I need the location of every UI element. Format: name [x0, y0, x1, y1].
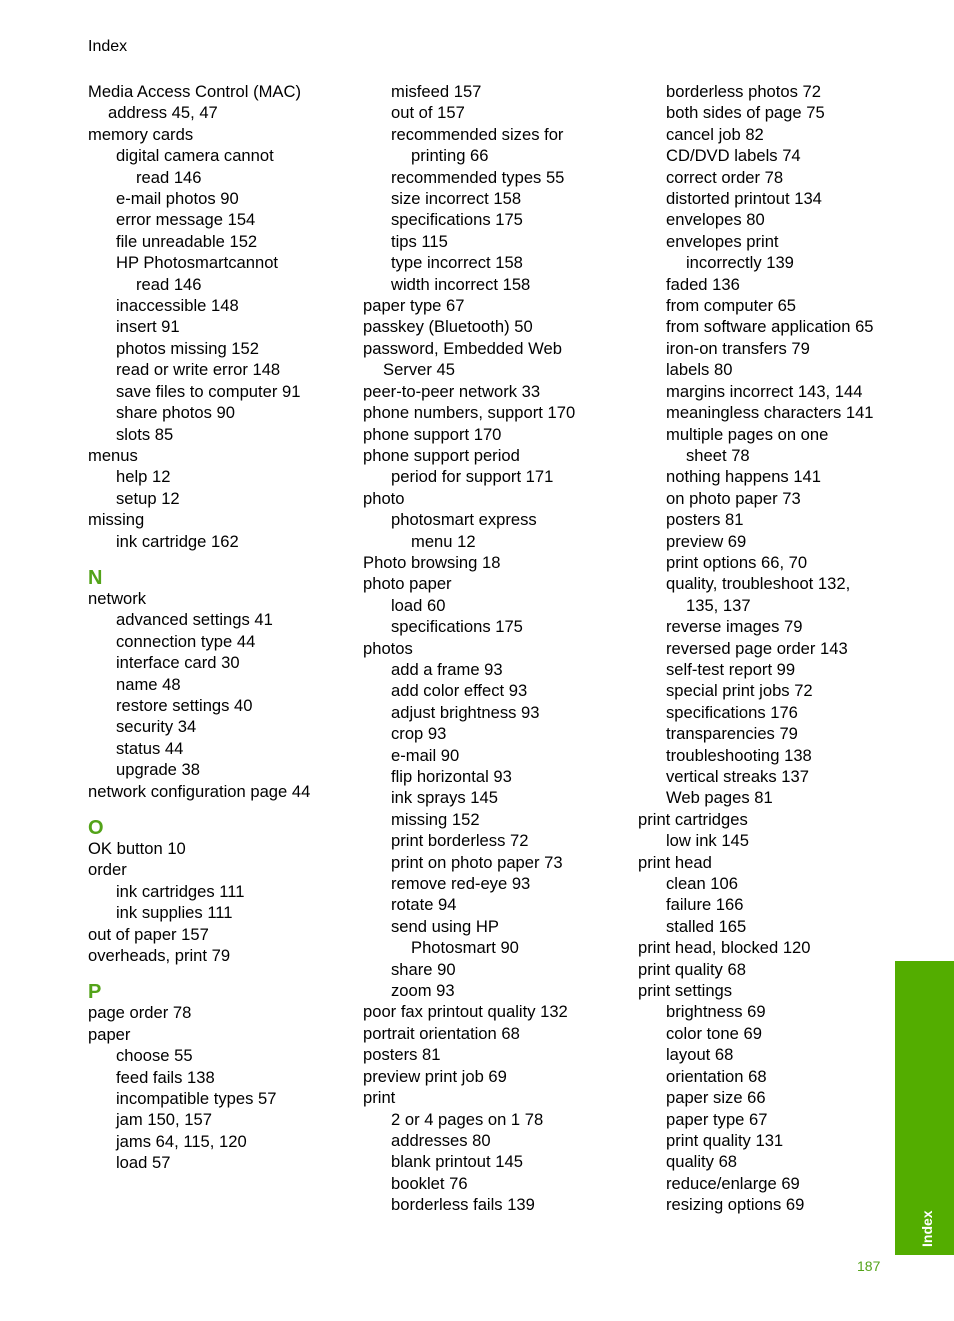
- index-entry: phone numbers, support 170: [363, 403, 576, 423]
- index-subentry: transparencies 79: [666, 724, 798, 744]
- index-entry: OK button 10: [88, 839, 186, 858]
- index-subentry: from software application 65: [666, 317, 874, 337]
- index-entry: Photo browsing 18: [363, 552, 501, 572]
- index-subentry: jam 150, 157: [116, 1110, 212, 1130]
- index-subentry: nothing happens 141: [666, 467, 822, 487]
- side-tab-label: Index: [919, 1210, 935, 1247]
- index-subentry: 2 or 4 pages on 1 78: [391, 1109, 544, 1129]
- index-subentry: sheet 78: [686, 445, 750, 465]
- index-subentry: vertical streaks 137: [666, 767, 809, 786]
- index-subentry: read or write error 148: [116, 360, 281, 380]
- index-subentry: misfeed 157: [391, 82, 482, 101]
- index-subentry: resizing options 69: [666, 1195, 805, 1215]
- index-subentry: distorted printout 134: [666, 189, 822, 209]
- index-subentry: width incorrect 158: [391, 274, 531, 294]
- index-entry: print cartridges: [638, 809, 748, 829]
- index-subentry: quality, troubleshoot 132,: [666, 574, 851, 594]
- index-entry: paper: [88, 1024, 131, 1044]
- index-subentry: blank printout 145: [391, 1152, 523, 1172]
- index-subentry: e-mail photos 90: [116, 189, 239, 209]
- index-subentry: correct order 78: [666, 167, 784, 187]
- index-entry: Server 45: [383, 360, 455, 380]
- page-number: 187: [857, 1258, 881, 1274]
- index-subentry: slots 85: [116, 424, 174, 444]
- index-entry: photo paper: [363, 574, 452, 594]
- index-subentry: tips 115: [391, 231, 448, 251]
- index-subentry: adjust brightness 93: [391, 702, 540, 722]
- index-entry: missing: [88, 510, 145, 530]
- index-subentry: stalled 165: [666, 916, 747, 936]
- index-subentry: period for support 171: [391, 467, 554, 487]
- index-entry: print head, blocked 120: [638, 938, 811, 958]
- index-subentry: CD/DVD labels 74: [666, 146, 801, 166]
- index-subentry: clean 106: [666, 874, 738, 894]
- index-subentry: e-mail 90: [391, 745, 460, 765]
- index-entry: overheads, print 79: [88, 946, 231, 966]
- index-subentry: advanced settings 41: [116, 610, 273, 630]
- index-subentry: iron-on transfers 79: [666, 338, 810, 358]
- index-entry: address 45, 47: [108, 103, 218, 123]
- index-subentry: Web pages 81: [666, 788, 773, 808]
- index-subentry: orientation 68: [666, 1066, 767, 1086]
- index-subentry: share photos 90: [116, 403, 236, 423]
- index-subentry: recommended sizes for: [391, 124, 564, 144]
- index-subentry: insert 91: [116, 317, 180, 337]
- index-subentry: paper type 67: [666, 1109, 768, 1129]
- index-subentry: digital camera cannot: [116, 146, 274, 166]
- index-entry: phone support 170: [363, 424, 502, 444]
- index-entry: network: [88, 588, 147, 608]
- index-subentry: name 48: [116, 674, 181, 694]
- index-subentry: print borderless 72: [391, 831, 529, 851]
- index-subentry: feed fails 138: [116, 1067, 215, 1087]
- index-subentry: specifications 175: [391, 210, 523, 230]
- index-subentry: flip horizontal 93: [391, 767, 512, 786]
- index-subentry: remove red-eye 93: [391, 874, 531, 894]
- index-subentry: send using HP: [391, 916, 499, 936]
- index-subentry: jams 64, 115, 120: [116, 1131, 247, 1151]
- index-subentry: incompatible types 57: [116, 1089, 277, 1109]
- index-subentry: color tone 69: [666, 1023, 762, 1043]
- index-subentry: from computer 65: [666, 296, 797, 316]
- index-entry: menus: [88, 445, 138, 465]
- index-entry: poor fax printout quality 132: [363, 1002, 568, 1022]
- index-letter-heading: P: [88, 981, 102, 1004]
- index-subentry: both sides of page 75: [666, 103, 825, 123]
- index-entry: photos: [363, 638, 413, 658]
- index-entry: Media Access Control (MAC): [88, 82, 302, 101]
- index-subentry: specifications 175: [391, 617, 523, 637]
- index-subentry: ink cartridge 162: [116, 531, 239, 551]
- index-subentry: multiple pages on one: [666, 424, 829, 444]
- index-subentry: print on photo paper 73: [391, 852, 563, 872]
- index-entry: password, Embedded Web: [363, 338, 562, 358]
- index-letter-heading: N: [88, 566, 103, 589]
- index-subentry: incorrectly 139: [686, 253, 794, 273]
- index-column-1: [88, 81, 350, 1174]
- index-subentry: margins incorrect 143, 144: [666, 381, 863, 401]
- index-entry: print head: [638, 852, 712, 872]
- index-subentry: rotate 94: [391, 895, 457, 915]
- index-subentry: labels 80: [666, 360, 733, 380]
- index-subentry: on photo paper 73: [666, 488, 801, 508]
- index-subentry: load 57: [116, 1153, 171, 1173]
- index-column-3: [638, 81, 893, 1216]
- index-subentry: brightness 69: [666, 1002, 766, 1022]
- index-subentry: meaningless characters 141: [666, 403, 874, 423]
- index-subentry: read 146: [136, 167, 202, 187]
- index-subentry: out of 157: [391, 103, 465, 123]
- index-entry: photo: [363, 488, 405, 508]
- index-subentry: borderless fails 139: [391, 1195, 535, 1215]
- index-subentry: zoom 93: [391, 981, 455, 1001]
- index-subentry: add a frame 93: [391, 659, 503, 679]
- index-subentry: self-test report 99: [666, 659, 796, 679]
- index-column-2: [363, 81, 625, 1216]
- index-subentry: load 60: [391, 595, 446, 615]
- index-subentry: help 12: [116, 467, 171, 487]
- index-entry: print quality 68: [638, 959, 746, 979]
- index-subentry: printing 66: [411, 146, 489, 166]
- index-subentry: reduce/enlarge 69: [666, 1173, 800, 1193]
- index-entry: memory cards: [88, 124, 194, 144]
- index-entry: page order 78: [88, 1003, 192, 1023]
- index-subentry: menu 12: [411, 531, 476, 551]
- index-subentry: low ink 145: [666, 831, 750, 851]
- index-subentry: connection type 44: [116, 631, 256, 651]
- index-subentry: ink sprays 145: [391, 788, 498, 808]
- index-subentry: restore settings 40: [116, 695, 253, 715]
- index-entry: out of paper 157: [88, 924, 209, 944]
- index-subentry: status 44: [116, 738, 184, 758]
- index-subentry: reversed page order 143: [666, 638, 848, 658]
- index-entry: passkey (Bluetooth) 50: [363, 317, 533, 337]
- index-entry: portrait orientation 68: [363, 1023, 520, 1043]
- index-subentry: faded 136: [666, 274, 740, 294]
- index-entry: peer-to-peer network 33: [363, 381, 541, 401]
- index-subentry: failure 166: [666, 895, 744, 915]
- index-subentry: envelopes 80: [666, 210, 765, 230]
- index-subentry: crop 93: [391, 724, 447, 744]
- index-subentry: upgrade 38: [116, 760, 200, 780]
- index-subentry: recommended types 55: [391, 167, 565, 187]
- index-entry: posters 81: [363, 1045, 441, 1065]
- index-subentry: print quality 131: [666, 1130, 784, 1150]
- index-subentry: layout 68: [666, 1045, 734, 1065]
- index-subentry: troubleshooting 138: [666, 745, 812, 765]
- index-subentry: borderless photos 72: [666, 82, 821, 101]
- index-subentry: 135, 137: [686, 595, 751, 615]
- index-entry: paper type 67: [363, 296, 465, 316]
- index-subentry: inaccessible 148: [116, 296, 239, 316]
- running-head: Index: [88, 38, 128, 55]
- index-subentry: HP Photosmartcannot: [116, 253, 279, 273]
- index-subentry: choose 55: [116, 1046, 193, 1066]
- index-entry: print: [363, 1088, 396, 1108]
- index-subentry: envelopes print: [666, 231, 779, 251]
- index-subentry: read 146: [136, 274, 202, 294]
- index-entry: print settings: [638, 981, 733, 1001]
- index-entry: order: [88, 860, 127, 880]
- index-subentry: specifications 176: [666, 702, 798, 722]
- index-entry: preview print job 69: [363, 1066, 507, 1086]
- index-subentry: photos missing 152: [116, 338, 259, 358]
- index-subentry: Photosmart 90: [411, 938, 519, 958]
- index-entry: phone support period: [363, 445, 520, 465]
- index-subentry: missing 152: [391, 809, 480, 829]
- index-subentry: error message 154: [116, 210, 256, 230]
- index-subentry: photosmart express: [391, 510, 537, 530]
- index-subentry: type incorrect 158: [391, 253, 523, 273]
- index-subentry: share 90: [391, 959, 456, 979]
- index-subentry: cancel job 82: [666, 124, 764, 144]
- index-entry: network configuration page 44: [88, 781, 311, 801]
- index-subentry: special print jobs 72: [666, 681, 813, 701]
- index-letter-heading: O: [88, 817, 104, 839]
- index-subentry: ink supplies 111: [116, 903, 233, 923]
- index-subentry: ink cartridges 111: [116, 881, 245, 901]
- index-subentry: paper size 66: [666, 1088, 766, 1108]
- index-subentry: interface card 30: [116, 653, 240, 673]
- index-subentry: save files to computer 91: [116, 381, 301, 401]
- index-subentry: file unreadable 152: [116, 231, 258, 251]
- index-subentry: security 34: [116, 717, 197, 737]
- index-subentry: posters 81: [666, 510, 744, 530]
- index-subentry: quality 68: [666, 1152, 738, 1172]
- index-subentry: setup 12: [116, 488, 180, 508]
- index-subentry: add color effect 93: [391, 681, 528, 701]
- index-subentry: booklet 76: [391, 1173, 468, 1193]
- index-subentry: reverse images 79: [666, 617, 803, 637]
- index-subentry: print options 66, 70: [666, 552, 808, 572]
- index-side-tab: [895, 961, 954, 1255]
- index-subentry: size incorrect 158: [391, 189, 522, 209]
- index-subentry: preview 69: [666, 531, 747, 551]
- index-subentry: addresses 80: [391, 1130, 491, 1150]
